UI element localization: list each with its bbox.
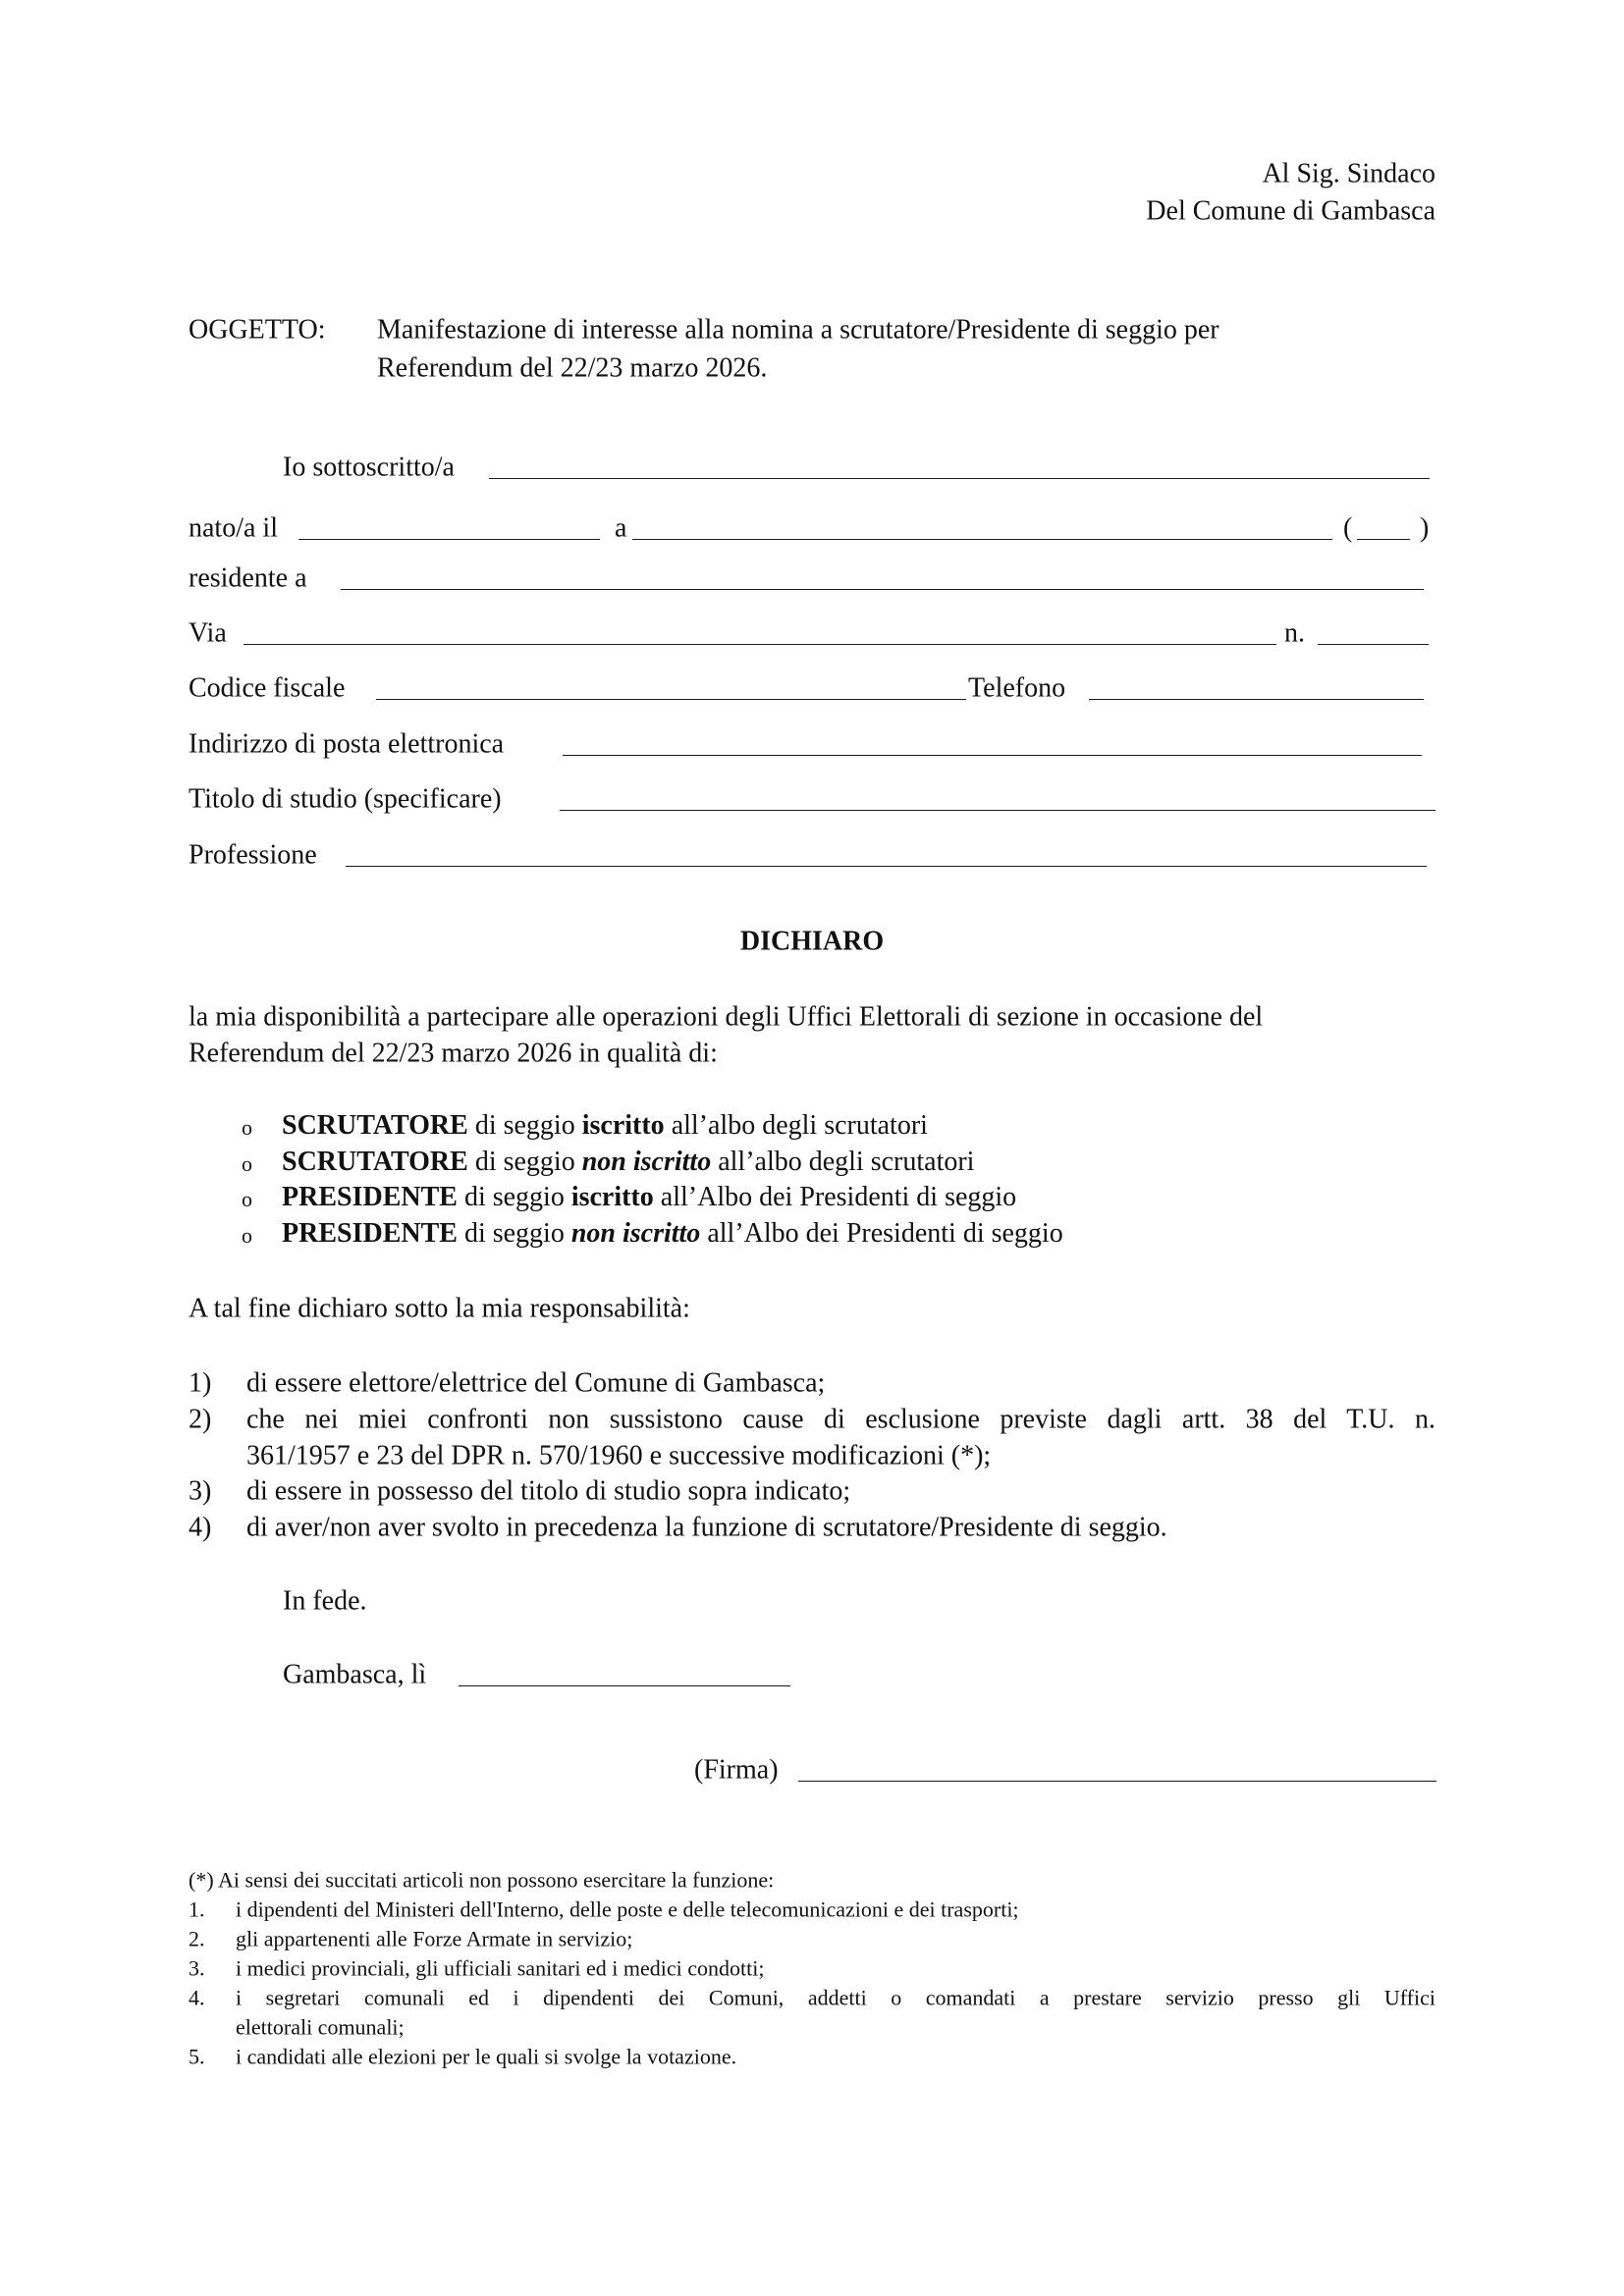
place-date-input[interactable] [459,1653,790,1686]
birth-date-label: nato/a il [189,512,278,544]
declaration-intro-line-1: la mia disponibilità a partecipare alle operazioni degli Uffici Elettorali di sezione in occasione del [189,1001,1264,1033]
statement-number: 2) [189,1404,212,1435]
footnote-number: 5. [189,2044,205,2069]
signer-label: Io sottoscritto/a [283,452,455,483]
phone-label: Telefono [968,672,1066,704]
option-text: PRESIDENTE di seggio non iscritto all’Albo dei Presidenti di seggio [282,1218,1063,1249]
footnote-item: i candidati alle elezioni per le quali si svolge la votazione. [236,2044,737,2069]
statement-number: 4) [189,1512,212,1543]
declaration-heading: DICHIARO [739,926,885,957]
in-fede-text: In fede. [283,1585,367,1617]
responsibility-intro: A tal fine dichiaro sotto la mia responsabilità: [189,1293,690,1324]
residence-label: residente a [189,562,307,594]
statement-text-continued: 361/1957 e 23 del DPR n. 570/1960 e successive modificazioni (*); [246,1440,992,1471]
role-option-scrutatore-non-iscritto[interactable] [238,1144,1416,1179]
province-input[interactable] [1357,507,1410,540]
footnote-item: i dipendenti del Ministeri dell'Interno, delle poste e delle telecomunicazioni e dei trasporti; [236,1896,1019,1922]
declaration-intro-line-2: Referendum del 22/23 marzo 2026 in qualità di: [189,1038,718,1069]
email-label: Indirizzo di posta elettronica [189,728,505,760]
signer-name-input[interactable] [489,446,1430,479]
footnote-number: 4. [189,1985,205,2010]
birth-place-input[interactable] [632,507,1332,540]
option-circle-icon[interactable]: o [242,1187,252,1211]
statement-text: di essere elettore/elettrice del Comune di Gambasca; [246,1367,826,1399]
footnote-number: 2. [189,1926,205,1951]
option-circle-icon[interactable]: o [242,1151,252,1176]
subject-label: OGGETTO: [189,314,326,346]
statement-text: che nei miei confronti non sussistono cause di esclusione previste dagli artt. 38 del T.U. n. [246,1404,1435,1435]
footnote-item: i segretari comunali ed i dipendenti dei Comuni, addetti o comandati a prestare servizio presso gli Uffici [236,1985,1435,2010]
street-number-label: n. [1284,617,1305,649]
role-option-scrutatore-iscritto[interactable] [238,1107,1416,1143]
footnote-number: 3. [189,1955,205,1981]
street-label: Via [189,617,227,649]
option-text: SCRUTATORE di seggio non iscritto all’albo degli scrutatori [282,1147,975,1177]
statement-text: di aver/non aver svolto in precedenza la funzione di scrutatore/Presidente di seggio. [246,1512,1167,1543]
province-open-paren: ( [1343,512,1353,544]
signature-label: (Firma) [694,1754,779,1786]
addressee-line-1: Al Sig. Sindaco [1262,158,1435,189]
statement-number: 1) [189,1367,212,1399]
profession-label: Professione [189,839,317,871]
birth-place-label: a [615,512,627,544]
option-text: SCRUTATORE di seggio iscritto all’albo degli scrutatori [282,1110,928,1141]
option-circle-icon[interactable]: o [242,1223,252,1248]
province-close-paren: ) [1420,512,1430,544]
birth-date-input[interactable] [298,507,600,540]
education-input[interactable] [560,777,1435,811]
footnote-item: i medici provinciali, gli ufficiali sanitari ed i medici condotti; [236,1955,765,1981]
residence-input[interactable] [341,557,1424,590]
subject-line-2: Referendum del 22/23 marzo 2026. [377,352,768,384]
street-number-input[interactable] [1318,612,1429,645]
footnote-item-continued: elettorali comunali; [236,2014,405,2040]
role-option-presidente-non-iscritto[interactable] [238,1215,1416,1251]
tax-code-input[interactable] [376,667,966,700]
profession-input[interactable] [346,833,1427,867]
footnote-intro: (*) Ai sensi dei succitati articoli non possono esercitare la funzione: [189,1867,775,1893]
phone-input[interactable] [1089,667,1424,700]
subject-line-1: Manifestazione di interesse alla nomina a scrutatore/Presidente di seggio per [377,314,1219,346]
role-option-presidente-iscritto[interactable] [238,1179,1416,1214]
addressee-line-2: Del Comune di Gambasca [1146,195,1435,227]
place-date-label: Gambasca, lì [283,1659,427,1690]
footnote-number: 1. [189,1896,205,1922]
footnote-item: gli appartenenti alle Forze Armate in servizio; [236,1926,633,1951]
education-label: Titolo di studio (specificare) [189,783,502,815]
option-text: PRESIDENTE di seggio iscritto all’Albo dei Presidenti di seggio [282,1182,1017,1212]
tax-code-label: Codice fiscale [189,672,346,704]
email-input[interactable] [563,722,1422,756]
statement-text: di essere in possesso del titolo di studio sopra indicato; [246,1475,851,1507]
street-input[interactable] [244,612,1276,645]
statement-number: 3) [189,1475,212,1507]
option-circle-icon[interactable]: o [242,1115,252,1140]
signature-input[interactable] [798,1748,1436,1782]
